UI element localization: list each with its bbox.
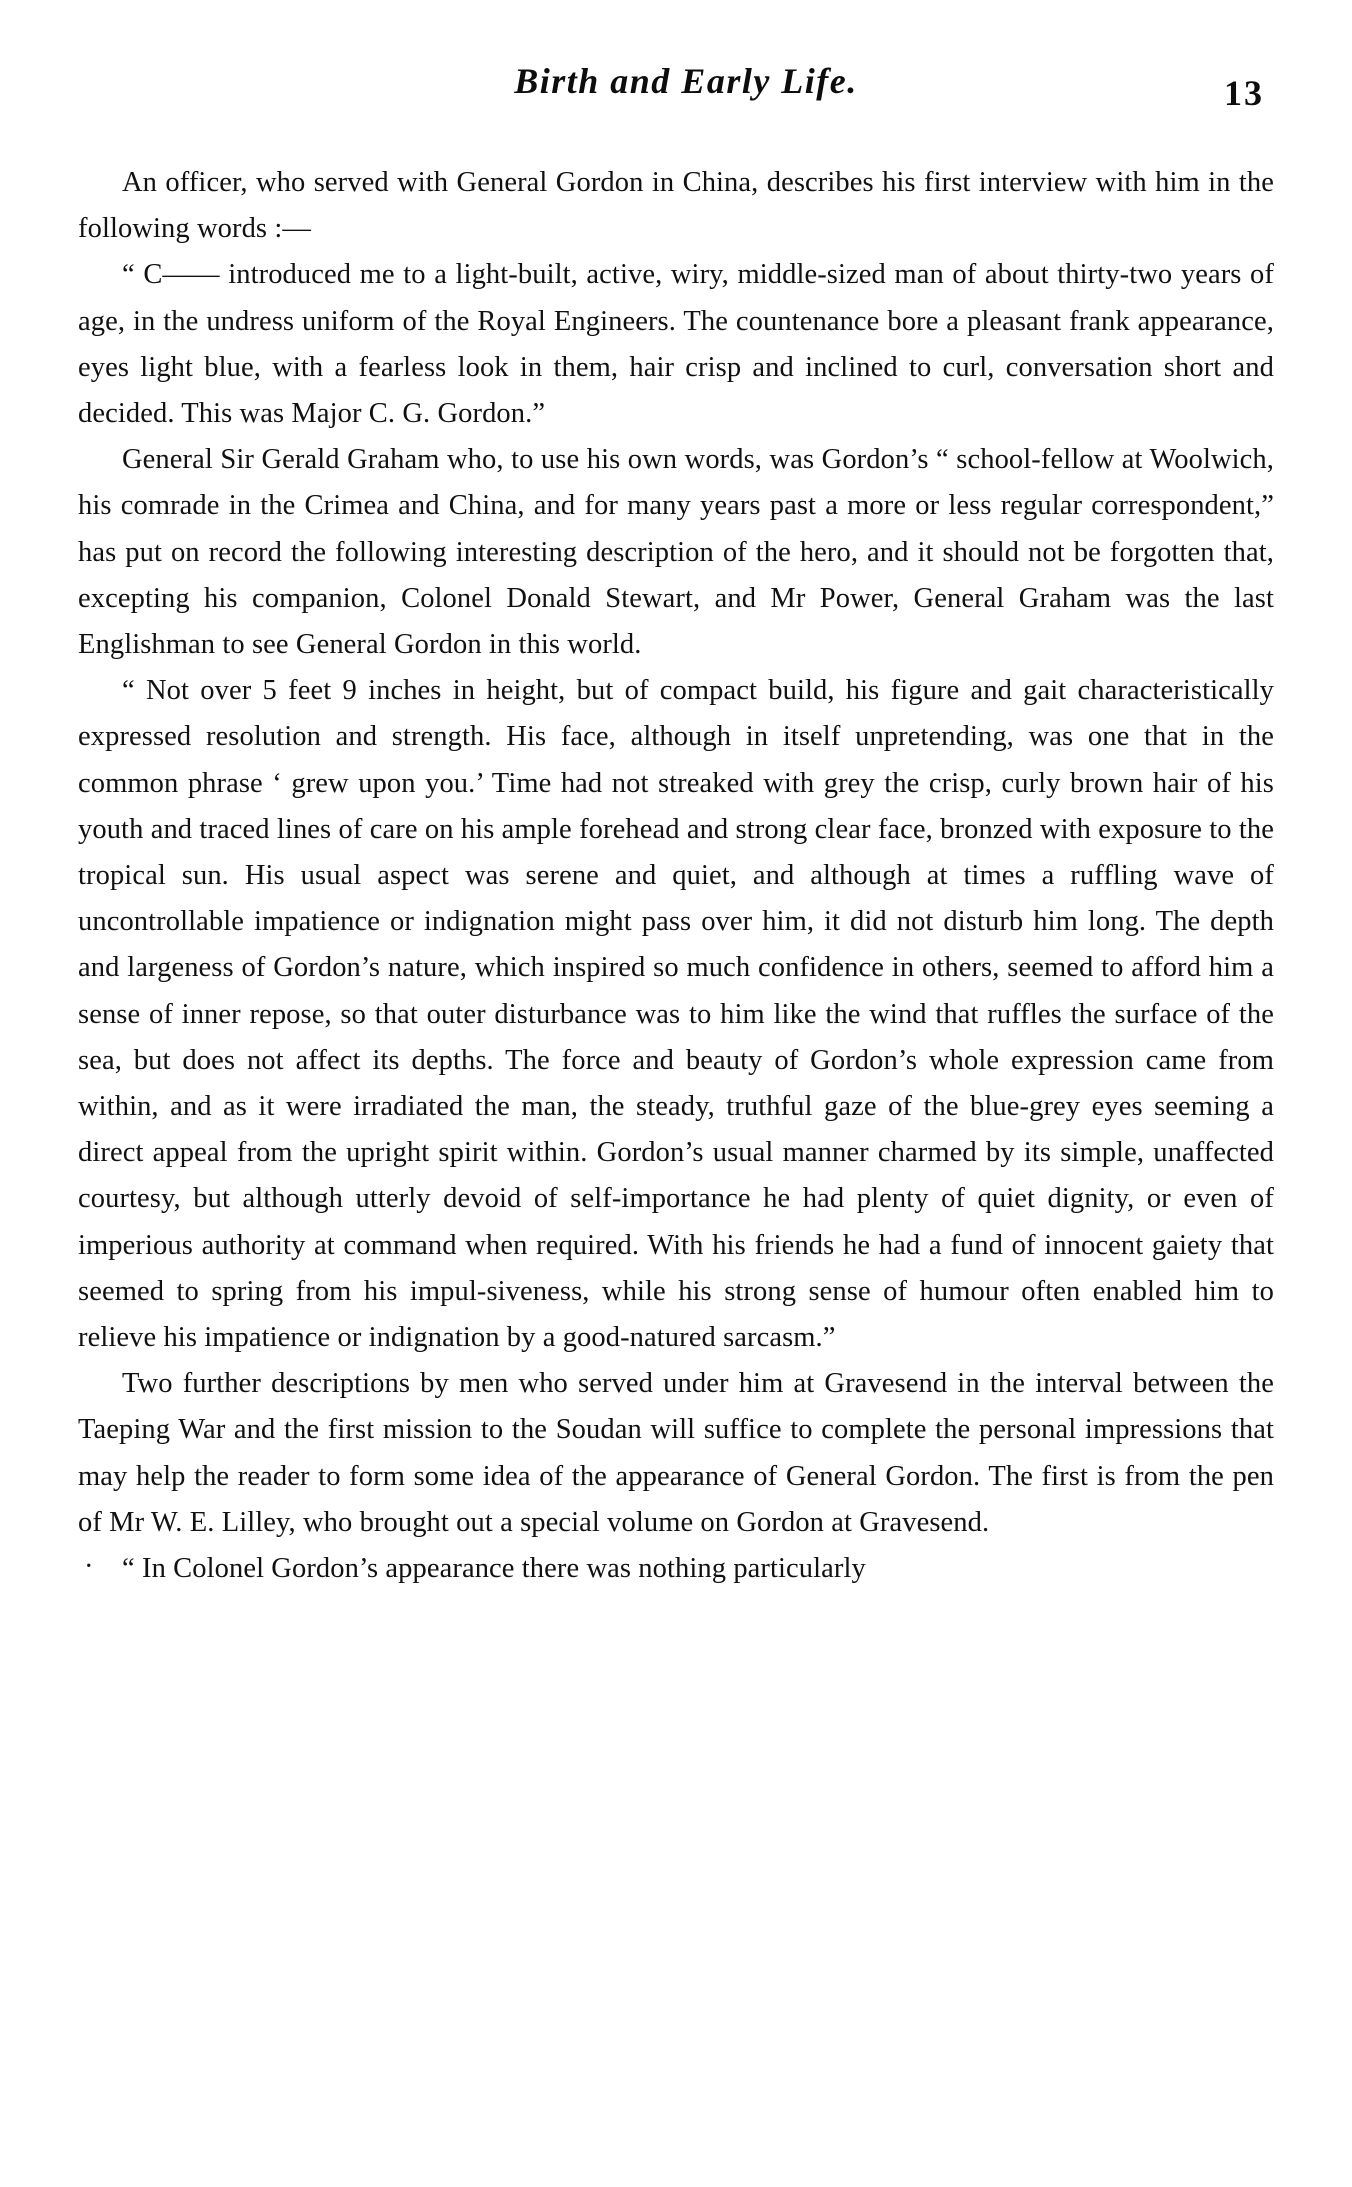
body-text [78,160,1274,1592]
paragraph-graham: General Sir Gerald Graham who, to use his own words, was Gordon’s “ school-fellow at Woolwich, his comrade in the Crimea and China, and for many years past a more or less regular correspondent,” has put on record the following interesting description of the hero, and it should not be forgotten that, excepting his companion, Colonel Donald Stewart, and Mr Power, General Graham was the last Englishman to see General Gordon in this world. [78,444,1274,661]
paragraph-quote-c: “ C—— introduced me to a light-built, active, wiry, middle-sized man of about thirty-two years of age, in the undress uniform of the Royal Engineers. The countenance bore a pleasant frank appearance, eyes light blue, with a fearless look in them, hair crisp and inclined to curl, conversation short and decided. This was Major C. G. Gordon.” [78,259,1274,430]
page-number: 13 [1224,73,1264,113]
paragraph-in-colonel [78,1546,1274,1592]
paragraph-in-colonel-text: “ In Colonel Gordon’s appearance there was nothing particularly [122,1553,866,1585]
paragraph-officer: An officer, who served with General Gordon in China, describes his first interview with him in the following words :— [78,167,1274,245]
paragraph-not-over: “ Not over 5 feet 9 inches in height, but of compact build, his figure and gait characteristically expressed resolution and strength. His face, although in itself unpretending, was one that in the common phrase ‘ grew upon you.’ Time had not streaked with grey the crisp, curly brown hair of his youth and traced lines of care on his ample forehead and strong clear face, bronzed with exposure to the tropical sun. His usual aspect was serene and quiet, and although at times a ruffling wave of uncontrollable impatience or indignation might pass over him, it did not disturb him long. The depth and largeness of Gordon’s nature, which inspired so much confidence in others, seemed to afford him a sense of inner repose, so that outer disturbance was to him like the wind that ruffles the surface of the sea, but does not affect its depths. The force and beauty of Gordon’s whole expression came from within, and as it were irradiated the man, the steady, truthful gaze of the blue-grey eyes seeming a direct appeal from the upright spirit within. Gordon’s usual manner charmed by its simple, unaffected courtesy, but although utterly devoid of self-importance he had plenty of quiet dignity, or even of imperious authority at command when required. With his friends he had a fund of innocent gaiety that seemed to spring from his impul-siveness, while his strong sense of humour often enabled him to relieve his impatience or indignation by a good-natured sarcasm.” [78,675,1274,1354]
leading-mark: · [84,1551,94,1583]
page-header [78,60,1274,146]
paragraph-two-further: Two further descriptions by men who served under him at Gravesend in the interval between the Taeping War and the first mission to the Soudan will suffice to complete the personal impressions that may help the reader to form some idea of the appearance of General Gordon. The first is from the pen of Mr W. E. Lilley, who brought out a special volume on Gordon at Gravesend. [78,1368,1274,1538]
running-title: Birth and Early Life. [514,61,858,101]
